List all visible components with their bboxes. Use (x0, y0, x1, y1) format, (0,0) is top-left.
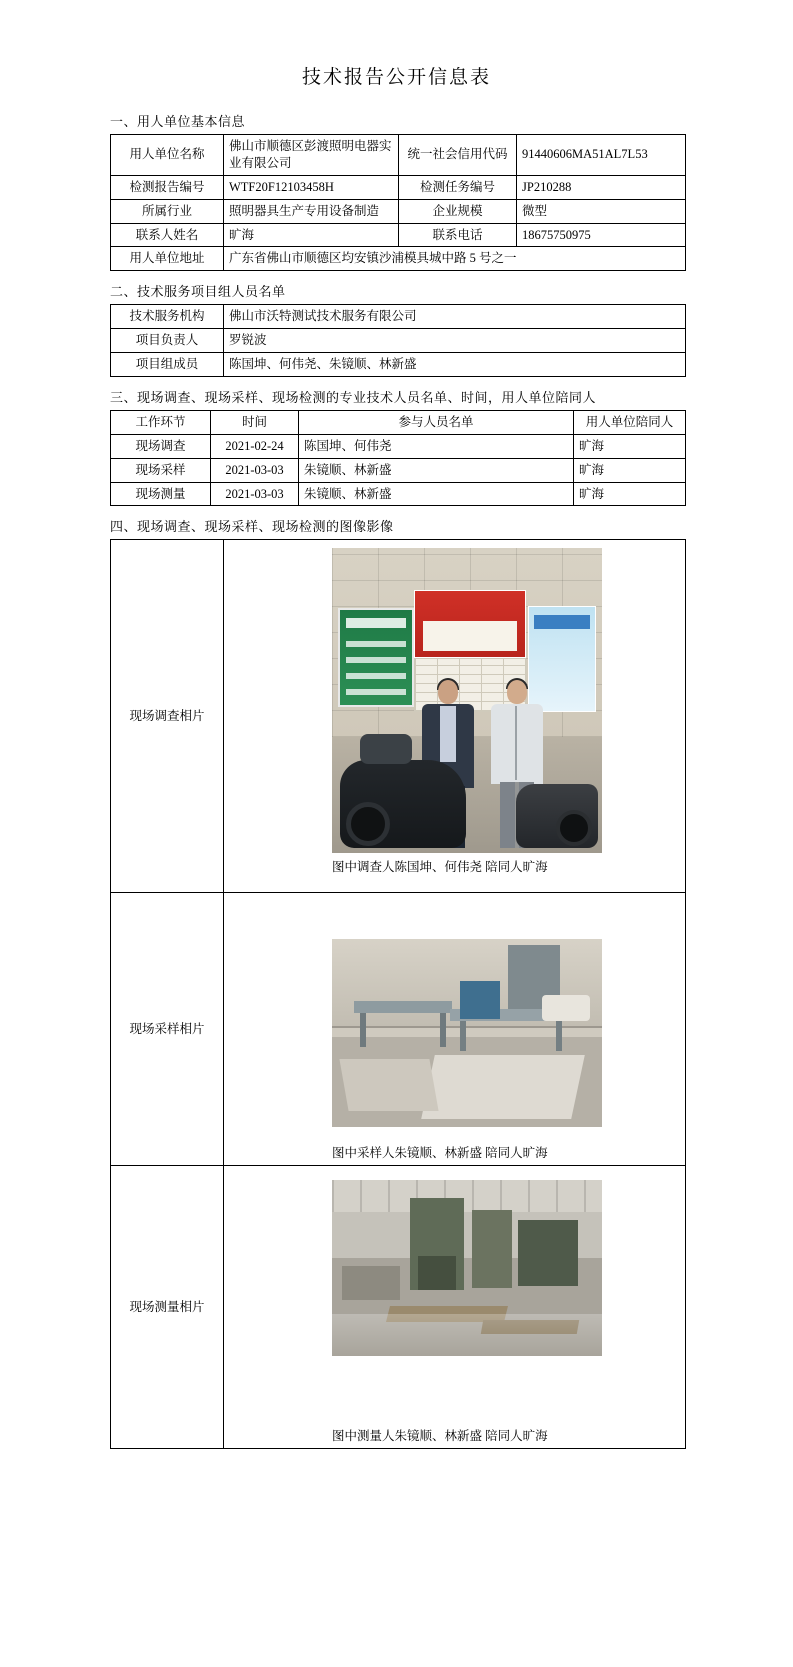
table-row (111, 893, 686, 1166)
table-row (111, 199, 686, 223)
section-heading-images: 四、现场调查、现场采样、现场检测的图像影像 (110, 519, 394, 535)
table-row (111, 135, 686, 176)
participants-cell: 朱镜顺、林新盛 (299, 482, 574, 506)
table-row (111, 540, 686, 893)
employer-name-label: 用人单位名称 (111, 135, 224, 176)
column-header-date: 时间 (211, 410, 299, 434)
industry-value: 照明器具生产专用设备制造 (224, 199, 399, 223)
sampling-photo-caption: 图中采样人朱镜顺、林新盛 陪同人旷海 (332, 1145, 548, 1160)
survey-photo-cell (224, 540, 686, 893)
date-cell: 2021-03-03 (211, 482, 299, 506)
report-number-value: WTF20F12103458H (224, 175, 399, 199)
participants-cell: 朱镜顺、林新盛 (299, 458, 574, 482)
table-row (111, 329, 686, 353)
contact-name-label: 联系人姓名 (111, 223, 224, 247)
credit-code-label: 统一社会信用代码 (399, 135, 517, 176)
site-images-table (110, 539, 686, 1449)
address-label: 用人单位地址 (111, 247, 224, 271)
measurement-photo-cell (224, 1166, 686, 1449)
contact-phone-label: 联系电话 (399, 223, 517, 247)
task-number-value: JP210288 (517, 175, 686, 199)
date-cell: 2021-03-03 (211, 458, 299, 482)
column-header-accompanier: 用人单位陪同人 (574, 410, 686, 434)
report-number-label: 检测报告编号 (111, 175, 224, 199)
address-value: 广东省佛山市顺德区均安镇沙浦模具城中路 5 号之一 (224, 247, 686, 271)
industry-label: 所属行业 (111, 199, 224, 223)
accompanier-cell: 旷海 (574, 482, 686, 506)
table-row (111, 458, 686, 482)
site-survey-photo (332, 548, 602, 853)
enterprise-scale-label: 企业规模 (399, 199, 517, 223)
accompanier-cell: 旷海 (574, 458, 686, 482)
employer-info-table (110, 134, 686, 271)
accompanier-cell: 旷海 (574, 434, 686, 458)
section-heading-team: 二、技术服务项目组人员名单 (110, 284, 286, 300)
contact-phone-value: 18675750975 (517, 223, 686, 247)
table-row (111, 175, 686, 199)
stage-cell: 现场采样 (111, 458, 211, 482)
stage-cell: 现场调查 (111, 434, 211, 458)
document-page (0, 62, 793, 1667)
service-org-value: 佛山市沃特测试技术服务有限公司 (224, 305, 686, 329)
table-row (111, 353, 686, 377)
stage-cell: 现场测量 (111, 482, 211, 506)
survey-photo-caption: 图中调查人陈国坤、何伟尧 陪同人旷海 (332, 860, 548, 875)
credit-code-value: 91440606MA51AL7L53 (517, 135, 686, 176)
service-org-label: 技术服务机构 (111, 305, 224, 329)
column-header-participants: 参与人员名单 (299, 410, 574, 434)
site-measurement-photo (332, 1180, 602, 1356)
date-cell: 2021-02-24 (211, 434, 299, 458)
table-row (111, 223, 686, 247)
sampling-photo-cell (224, 893, 686, 1166)
project-members-value: 陈国坤、何伟尧、朱镜顺、林新盛 (224, 353, 686, 377)
project-leader-value: 罗锐波 (224, 329, 686, 353)
project-members-label: 项目组成员 (111, 353, 224, 377)
page-title: 技术报告公开信息表 (301, 67, 491, 88)
section-heading-sitework: 三、现场调查、现场采样、现场检测的专业技术人员名单、时间，用人单位陪同人 (110, 389, 597, 405)
site-sampling-photo (332, 939, 602, 1127)
enterprise-scale-value: 微型 (517, 199, 686, 223)
section-heading-employer: 一、用人单位基本信息 (110, 114, 246, 129)
site-work-table (110, 410, 686, 507)
table-header-row (111, 410, 686, 434)
contact-name-value: 旷海 (224, 223, 399, 247)
table-row (111, 305, 686, 329)
table-row (111, 247, 686, 271)
project-leader-label: 项目负责人 (111, 329, 224, 353)
measurement-photo-label: 现场测量相片 (111, 1166, 224, 1449)
sampling-photo-label: 现场采样相片 (111, 893, 224, 1166)
measurement-photo-caption: 图中测量人朱镜顺、林新盛 陪同人旷海 (332, 1428, 548, 1443)
column-header-stage: 工作环节 (111, 410, 211, 434)
table-row (111, 482, 686, 506)
service-team-table (110, 304, 686, 377)
table-row (111, 434, 686, 458)
table-row (111, 1166, 686, 1449)
participants-cell: 陈国坤、何伟尧 (299, 434, 574, 458)
survey-photo-label: 现场调查相片 (111, 540, 224, 893)
task-number-label: 检测任务编号 (399, 175, 517, 199)
employer-name-value: 佛山市顺德区彭渡照明电器实业有限公司 (224, 135, 399, 176)
